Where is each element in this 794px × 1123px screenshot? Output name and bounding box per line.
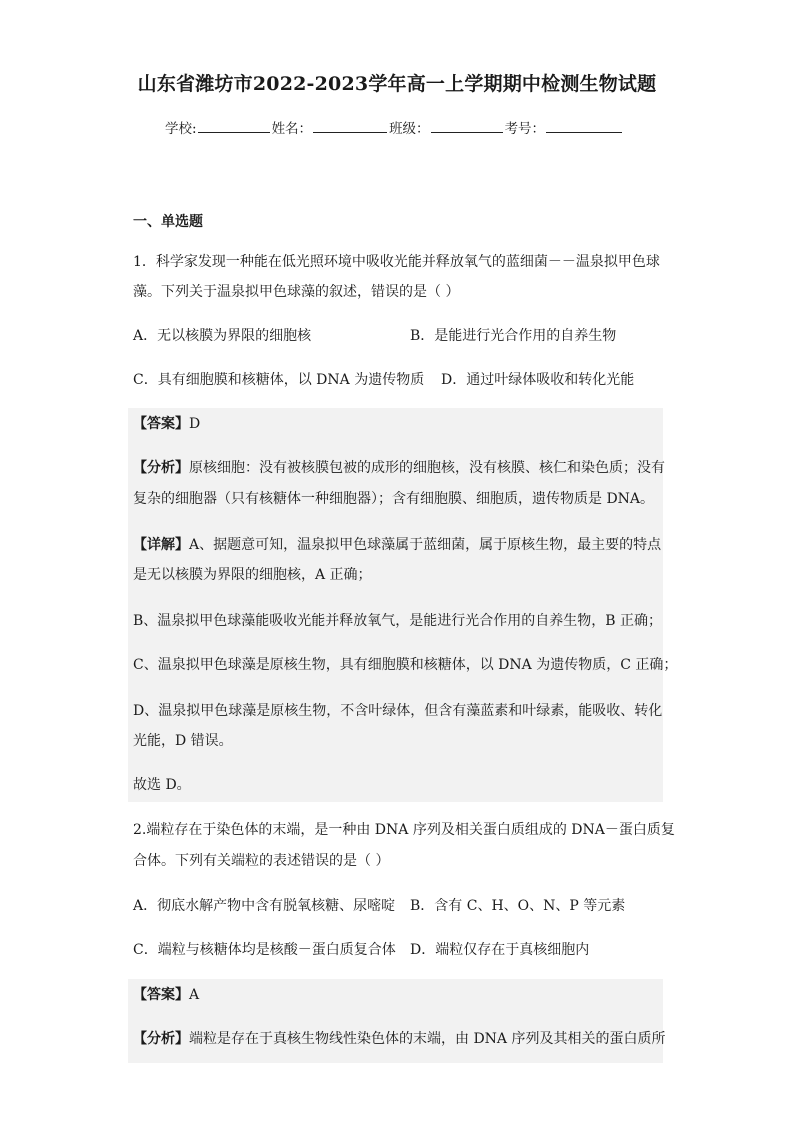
q1-stem-line2: 藻。下列关于温泉拟甲色球藻的叙述，错误的是（ ） [133,284,460,300]
name-blank [313,119,387,133]
q2-answer [133,986,663,1004]
q1-answer [133,415,663,433]
answer-value: D [189,416,201,432]
q1-conclusion: 故选 D。 [133,777,191,793]
q1-detail-c: C、温泉拟甲色球藻是原核生物，具有细胞膜和核糖体，以 DNA 为遗传物质，C 正确； [133,657,678,673]
analysis-label: 【分析】 [133,460,189,476]
detail-label: 【详解】 [133,537,189,553]
answer-label: 【答案】 [133,416,189,432]
q1-detail-d2: 光能，D 错误。 [133,733,233,749]
page-title: 山东省潍坊市2022-2023学年高一上学期期中检测生物试题 [137,73,657,95]
section-title: 一、单选题 [133,214,203,230]
answer-value: A [189,987,200,1003]
class-blank [431,119,503,133]
school-label: 学校: [165,121,197,137]
q1-detail-d1: D、温泉拟甲色球藻是原核生物，不含叶绿体，但含有藻蓝素和叶绿素，能吸收、转化 [133,703,663,719]
q1-option-d: D．通过叶绿体吸收和转化光能 [441,372,635,388]
id-blank [546,119,622,133]
q1-option-a: A．无以核膜为界限的细胞核 [133,328,312,344]
class-label: 班级： [389,121,430,137]
analysis-label: 【分析】 [133,1031,189,1047]
name-label: 姓名： [271,121,313,137]
q1-detail-b: B、温泉拟甲色球藻能吸收光能并释放氧气，是能进行光合作用的自养生物，B 正确； [133,613,663,629]
q2-option-a: A．彻底水解产物中含有脱氧核糖、尿嘧啶 [133,898,396,914]
analysis-text: 端粒是存在于真核生物线性染色体的末端，由 DNA 序列及其相关的蛋白质所 [189,1031,666,1047]
q2-option-b: B．含有 C、H、O、N、P 等元素 [410,898,626,914]
q1-option-c: C．具有细胞膜和核糖体，以 DNA 为遗传物质 [133,372,425,388]
q1-option-b: B．是能进行光合作用的自养生物 [410,328,617,344]
q2-option-d: D．端粒仅存在于真核细胞内 [410,942,590,958]
q1-detail-line1 [133,536,663,554]
q1-analysis-line2: 复杂的细胞器（只有核糖体一种细胞器）；含有细胞膜、细胞质，遗传物质是 DNA。 [133,491,655,507]
q2-stem-line1: 2.端粒存在于染色体的末端，是一种由 DNA 序列及相关蛋白质组成的 DNA－蛋白质复 [133,822,675,838]
detail-text: A、据题意可知，温泉拟甲色球藻属于蓝细菌，属于原核生物，最主要的特点 [189,537,662,553]
analysis-text: 原核细胞：没有被核膜包被的成形的细胞核，没有核膜、核仁和染色质；没有 [189,460,665,476]
q2-option-c: C．端粒与核糖体均是核酸－蛋白质复合体 [133,942,396,958]
q1-analysis-line1 [133,459,663,477]
q2-analysis-line1 [133,1030,666,1048]
q2-stem-line2: 合体。下列有关端粒的表述错误的是（ ） [133,853,390,869]
q1-detail-line2: 是无以核膜为界限的细胞核，A 正确； [133,567,372,583]
answer-label: 【答案】 [133,987,189,1003]
id-label: 考号： [504,121,546,137]
q1-stem-line1: 1．科学家发现一种能在低光照环境中吸收光能并释放氧气的蓝细菌－－温泉拟甲色球 [133,254,660,270]
student-info-line [165,117,624,137]
school-blank [198,119,270,133]
